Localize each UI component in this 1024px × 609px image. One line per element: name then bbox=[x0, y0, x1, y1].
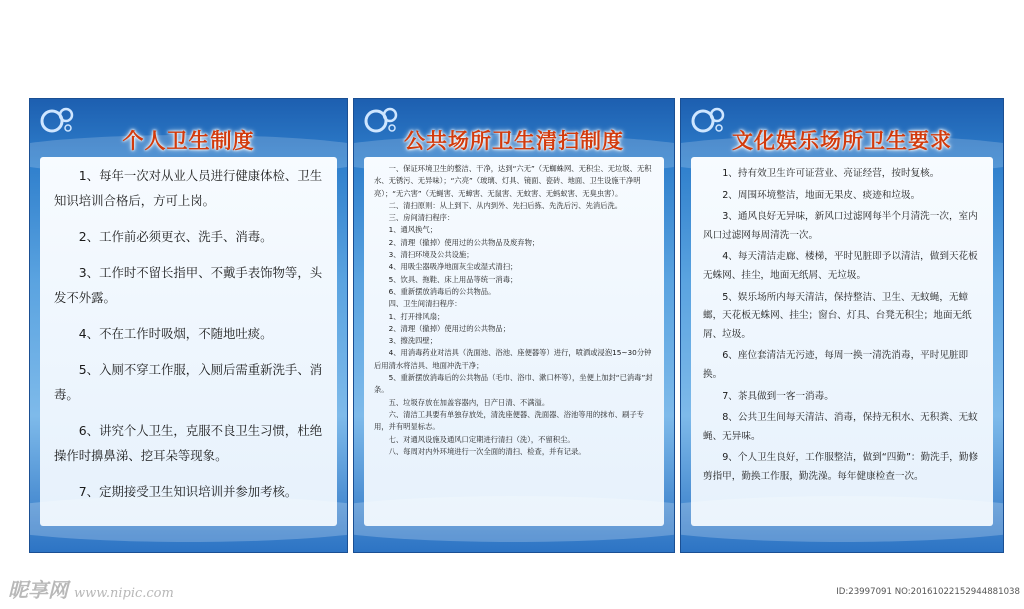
panel-entertainment-hygiene bbox=[680, 98, 1004, 553]
rule-paragraph: 4、用吸尘器吸净地面灰尘或湿式清扫； bbox=[388, 262, 518, 272]
rule-paragraph: 二、清扫原则：从上到下、从内到外、先扫后拣、先洗后污、先消后洗。 bbox=[388, 200, 623, 210]
watermark-logo bbox=[8, 574, 174, 603]
rule-paragraph: 3、清扫环境及公共设施； bbox=[388, 250, 474, 260]
panel-personal-hygiene bbox=[29, 98, 348, 553]
rule-paragraph: 一、保证环境卫生的整洁、干净，达到“六无”（无蜘蛛网、无积尘、无垃圾、无积水、无锈污、无异味）；“六亮”（玻璃、灯具、镜面、瓷砖、地面、卫生设施干净明亮）；“无六害”（无蝇害、无蟑害、无鼠害、无蚊害、无蚂蚁害、无臭虫害）。 bbox=[374, 164, 652, 198]
rule-paragraph: 6、讲究个人卫生，克服不良卫生习惯，杜绝操作时擤鼻涕、挖耳朵等现象。 bbox=[54, 423, 323, 463]
rule-paragraph: 三、房间清扫程序： bbox=[388, 213, 455, 223]
panel-title: 公共场所卫生清扫制度 bbox=[404, 129, 624, 153]
rule-paragraph: 6、重新摆放消毒后的公共物品。 bbox=[388, 286, 496, 296]
watermark-site: www.nipic.com bbox=[74, 586, 174, 601]
watermark-logo-text: 昵享网 bbox=[8, 578, 68, 602]
rule-paragraph: 9、个人卫生良好，工作服整洁，做到“四勤”：勤洗手，勤修剪指甲，勤换工作服，勤洗澡。每年健康检查一次。 bbox=[703, 452, 979, 482]
rule-paragraph: 1、打开排风扇； bbox=[388, 311, 445, 321]
image-id-text: ID:23997091 NO:20161022152944881038 bbox=[836, 587, 1020, 597]
rule-paragraph: 五、垃圾存放在加盖容器内，日产日清、不满溢。 bbox=[388, 397, 550, 407]
rule-paragraph: 六、清洁工具要有单独存放处，清洗座便器、洗面器、浴池等用的抹布、刷子专用，并有明显标志。 bbox=[374, 409, 644, 432]
rule-paragraph: 4、每天清洁走廊、楼梯，平时见脏即予以清洁，做到天花板无蛛网、挂尘，地面无纸屑、无垃圾。 bbox=[703, 251, 978, 281]
rule-paragraph: 4、用消毒药业对洁具（洗面池、浴池、座便器等）进行，喷洒或浸泡15~30分钟后用清水将洁具、地面冲洗干净； bbox=[374, 348, 652, 370]
rule-paragraph: 8、公共卫生间每天清洁、消毒，保持无积水、无积粪、无蚊蝇、无异味。 bbox=[703, 412, 978, 442]
rule-paragraph: 7、定期接受卫生知识培训并参加考核。 bbox=[78, 484, 298, 499]
rule-paragraph: 7、茶具做到一客一消毒。 bbox=[722, 390, 834, 402]
panel-content bbox=[40, 157, 337, 526]
rule-paragraph: 3、擦洗四壁； bbox=[388, 336, 438, 346]
rule-paragraph: 1、持有效卫生许可证营业、亮证经营，按时复核。 bbox=[722, 168, 940, 179]
rule-paragraph: 3、工作时不留长指甲、不戴手表饰物等，头发不外露。 bbox=[54, 265, 323, 305]
panel-content bbox=[691, 157, 993, 526]
rule-paragraph: 5、重新摆放消毒后的公共物品（毛巾、浴巾、漱口杯等），坐便上加封“已消毒”封条。 bbox=[374, 373, 653, 395]
rule-paragraph: 八、每周对内外环境进行一次全面的清扫、检查，并有记录。 bbox=[388, 446, 586, 456]
rule-paragraph: 2、清理（撤掉）使用过的公共物品及废弃物； bbox=[388, 237, 540, 247]
panel-title: 文化娱乐场所卫生要求 bbox=[732, 129, 952, 153]
rule-paragraph: 5、娱乐场所内每天清洁，保持整洁、卫生、无蚊蝇，无蟑螂，天花板无蛛网、挂尘；窗台、灯具、台凳无积尘；地面无纸屑、垃圾。 bbox=[703, 291, 972, 340]
rule-paragraph: 四、卫生间清扫程序： bbox=[388, 299, 462, 309]
rule-paragraph: 3、通风良好无异味，新风口过滤网每半个月清洗一次，室内风口过滤网每周清洗一次。 bbox=[703, 211, 978, 241]
rule-paragraph: 2、清理（撤掉）使用过的公共物品； bbox=[388, 323, 510, 333]
rule-paragraph: 1、通风换气； bbox=[388, 225, 438, 235]
rule-paragraph: 5、入厕不穿工作服，入厕后需重新洗手、消毒。 bbox=[54, 362, 323, 402]
rule-paragraph: 5、饮具、拖鞋、床上用品等统一消毒； bbox=[388, 274, 518, 284]
panel-content bbox=[364, 157, 664, 526]
rule-paragraph: 2、工作前必须更衣、洗手、消毒。 bbox=[78, 229, 273, 244]
rule-paragraph: 2、周围环境整洁，地面无果皮、痰迹和垃圾。 bbox=[722, 189, 921, 201]
rule-paragraph: 七、对通风设施及通风口定期进行清扫（洗），不留积尘。 bbox=[388, 434, 575, 444]
panel-public-cleaning bbox=[353, 98, 675, 553]
rule-paragraph: 1、每年一次对从业人员进行健康体检、卫生知识培训合格后，方可上岗。 bbox=[54, 168, 323, 208]
panel-title: 个人卫生制度 bbox=[122, 129, 255, 153]
rule-paragraph: 6、座位套清洁无污迹，每周一换一清洗消毒，平时见脏即换。 bbox=[703, 350, 969, 380]
rule-paragraph: 4、不在工作时吸烟，不随地吐痰。 bbox=[78, 326, 273, 341]
